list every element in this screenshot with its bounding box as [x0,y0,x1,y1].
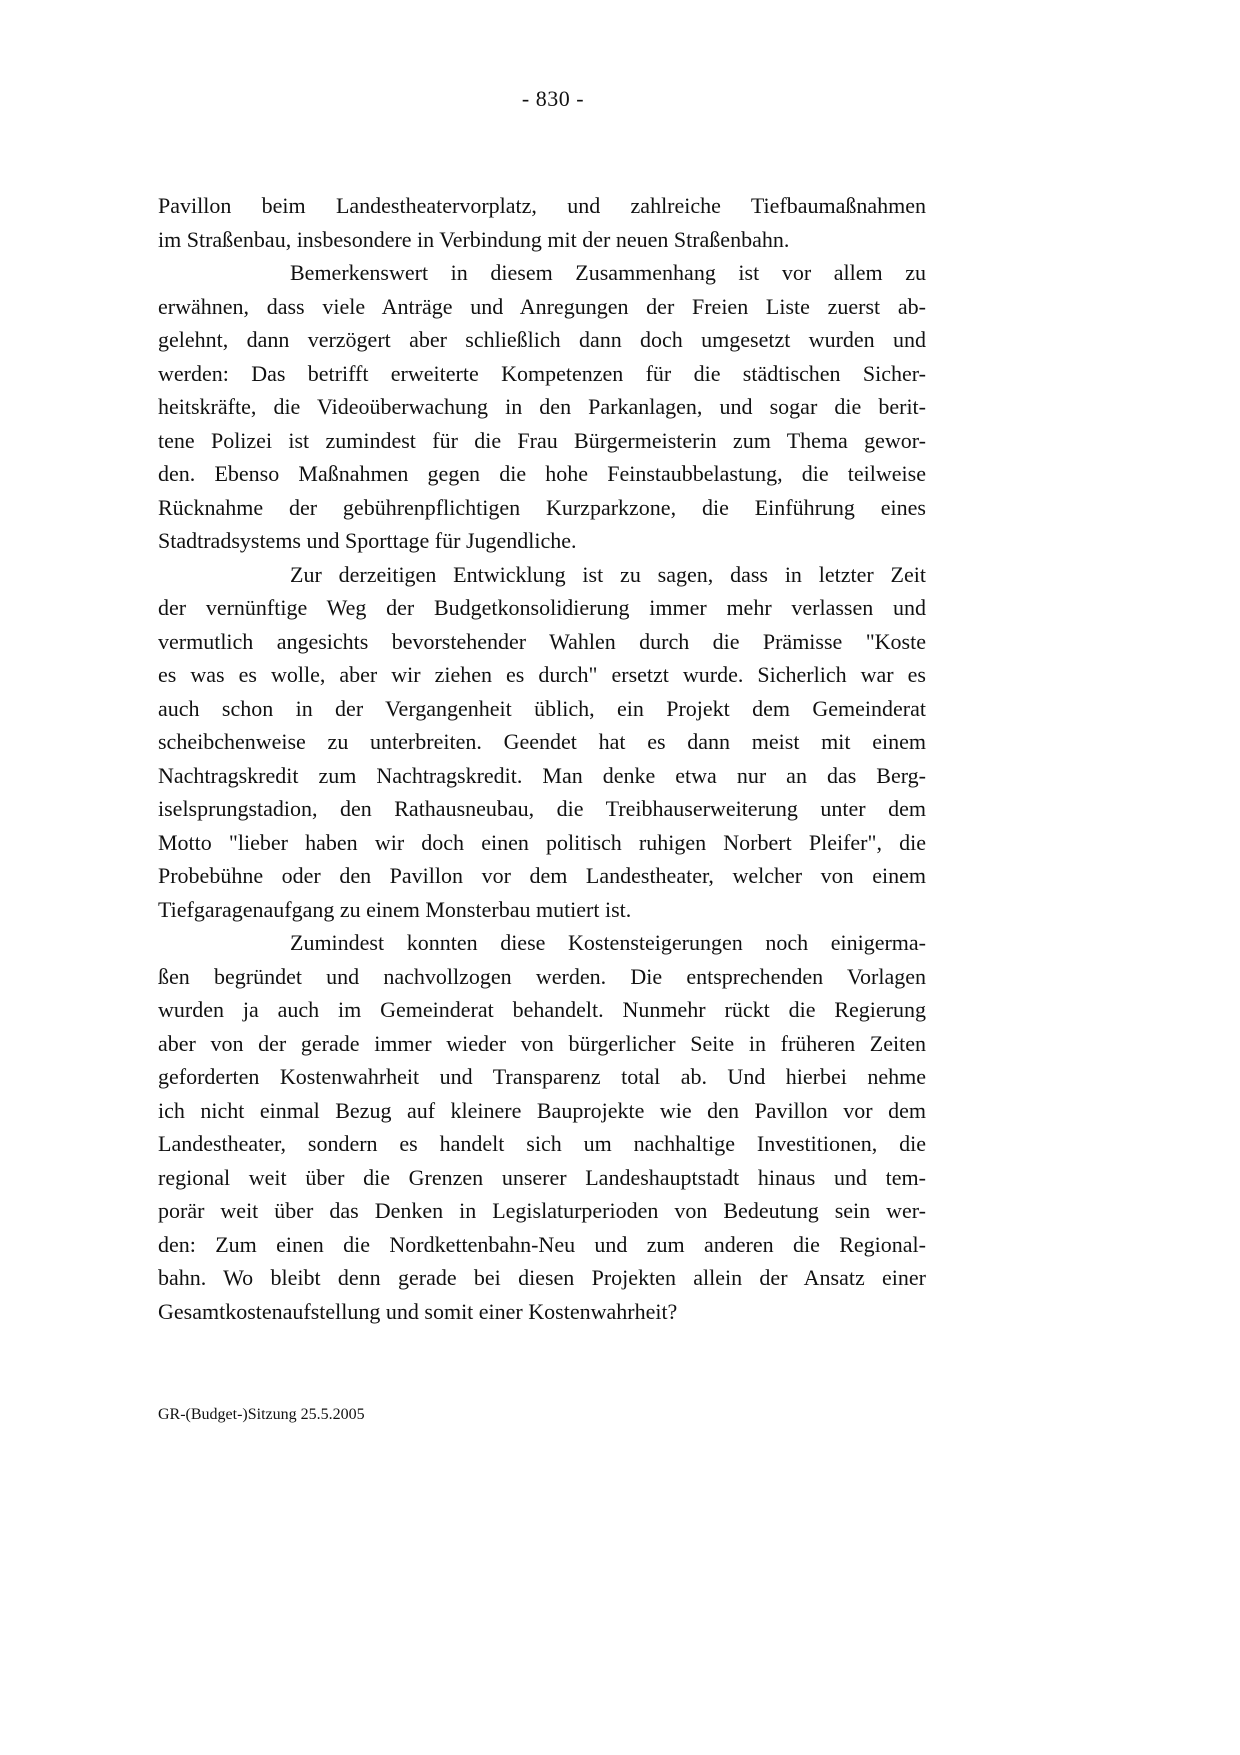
text-line: erwähnen, dass viele Anträge und Anregungen der Freien Liste zuerst ab- [158,293,926,319]
text-line: bahn. Wo bleibt denn gerade bei diesen Projekten allein der Ansatz einer [158,1265,926,1290]
text-line: auch schon in der Vergangenheit üblich, ein Projekt dem Gemeinderat [158,695,926,721]
text-line: gelehnt, dann verzögert aber schließlich dann doch umgesetzt wurden und [158,327,926,352]
text-line: wurden ja auch im Gemeinderat behandelt. Nunmehr rückt die Regierung [158,997,926,1022]
text-line: werden: Das betrifft erweiterte Kompetenzen für die städtischen Sicher- [158,360,926,386]
text-line: vermutlich angesichts bevorstehender Wahlen durch die Prämisse "Koste [158,628,926,654]
paragraph [158,558,926,927]
text-line: im Straßenbau, insbesondere in Verbindung mit der neuen Straßenbahn. [158,226,790,252]
page-number: - 830 - [521,86,585,111]
text-line: aber von der gerade immer wieder von bürgerlicher Seite in früheren Zeiten [158,1030,926,1056]
text-line: ich nicht einmal Bezug auf kleinere Bauprojekte wie den Pavillon vor dem [158,1097,926,1123]
paragraph [158,256,926,558]
text-line: iselsprungstadion, den Rathausneubau, die Treibhauserweiterung unter dem [158,796,926,821]
text-line: Zumindest konnten diese Kostensteigerungen noch einigerma- [290,930,926,955]
text-line: Pavillon beim Landestheatervorplatz, und zahlreiche Tiefbaumaßnahmen [158,193,926,218]
text-line: porär weit über das Denken in Legislaturperioden von Bedeutung sein wer- [158,1198,926,1223]
text-line: Rücknahme der gebührenpflichtigen Kurzparkzone, die Einführung eines [158,494,926,520]
text-line: Zur derzeitigen Entwicklung ist zu sagen, dass in letzter Zeit [290,561,926,587]
text-line: Stadtradsystems und Sporttage für Jugendliche. [158,528,577,553]
text-line: Motto "lieber haben wir doch einen politisch ruhigen Norbert Pleifer", die [158,829,926,855]
text-line: den. Ebenso Maßnahmen gegen die hohe Feinstaubbelastung, die teilweise [158,461,926,486]
text-line: regional weit über die Grenzen unserer Landeshauptstadt hinaus und tem- [158,1164,926,1190]
text-line: der vernünftige Weg der Budgetkonsolidierung immer mehr verlassen und [158,595,926,620]
document-body [158,189,926,1328]
text-line: tene Polizei ist zumindest für die Frau Bürgermeisterin zum Thema gewor- [158,427,926,453]
text-line: heitskräfte, die Videoüberwachung in den Parkanlagen, und sogar die berit- [158,394,926,419]
text-line: Bemerkenswert in diesem Zusammenhang ist vor allem zu [290,260,926,285]
text-line: Tiefgaragenaufgang zu einem Monsterbau mutiert ist. [158,896,632,922]
text-line: Probebühne oder den Pavillon vor dem Landestheater, welcher von einem [158,863,926,888]
text-line: den: Zum einen die Nordkettenbahn-Neu und zum anderen die Regional- [158,1231,926,1257]
text-line: Nachtragskredit zum Nachtragskredit. Man denke etwa nur an das Berg- [158,762,926,788]
text-line: ßen begründet und nachvollzogen werden. Die entsprechenden Vorlagen [158,963,926,989]
text-line: Landestheater, sondern es handelt sich um nachhaltige Investitionen, die [158,1131,926,1156]
page-footer: GR-(Budget-)Sitzung 25.5.2005 [158,1406,365,1423]
text-line: es was es wolle, aber wir ziehen es durch" ersetzt wurde. Sicherlich war es [158,662,926,687]
paragraph [158,926,926,1328]
paragraph [158,189,926,256]
text-line: scheibchenweise zu unterbreiten. Geendet hat es dann meist mit einem [158,729,926,754]
text-line: Gesamtkostenaufstellung und somit einer Kostenwahrheit? [158,1298,678,1324]
text-line: geforderten Kostenwahrheit und Transparenz total ab. Und hierbei nehme [158,1064,926,1089]
